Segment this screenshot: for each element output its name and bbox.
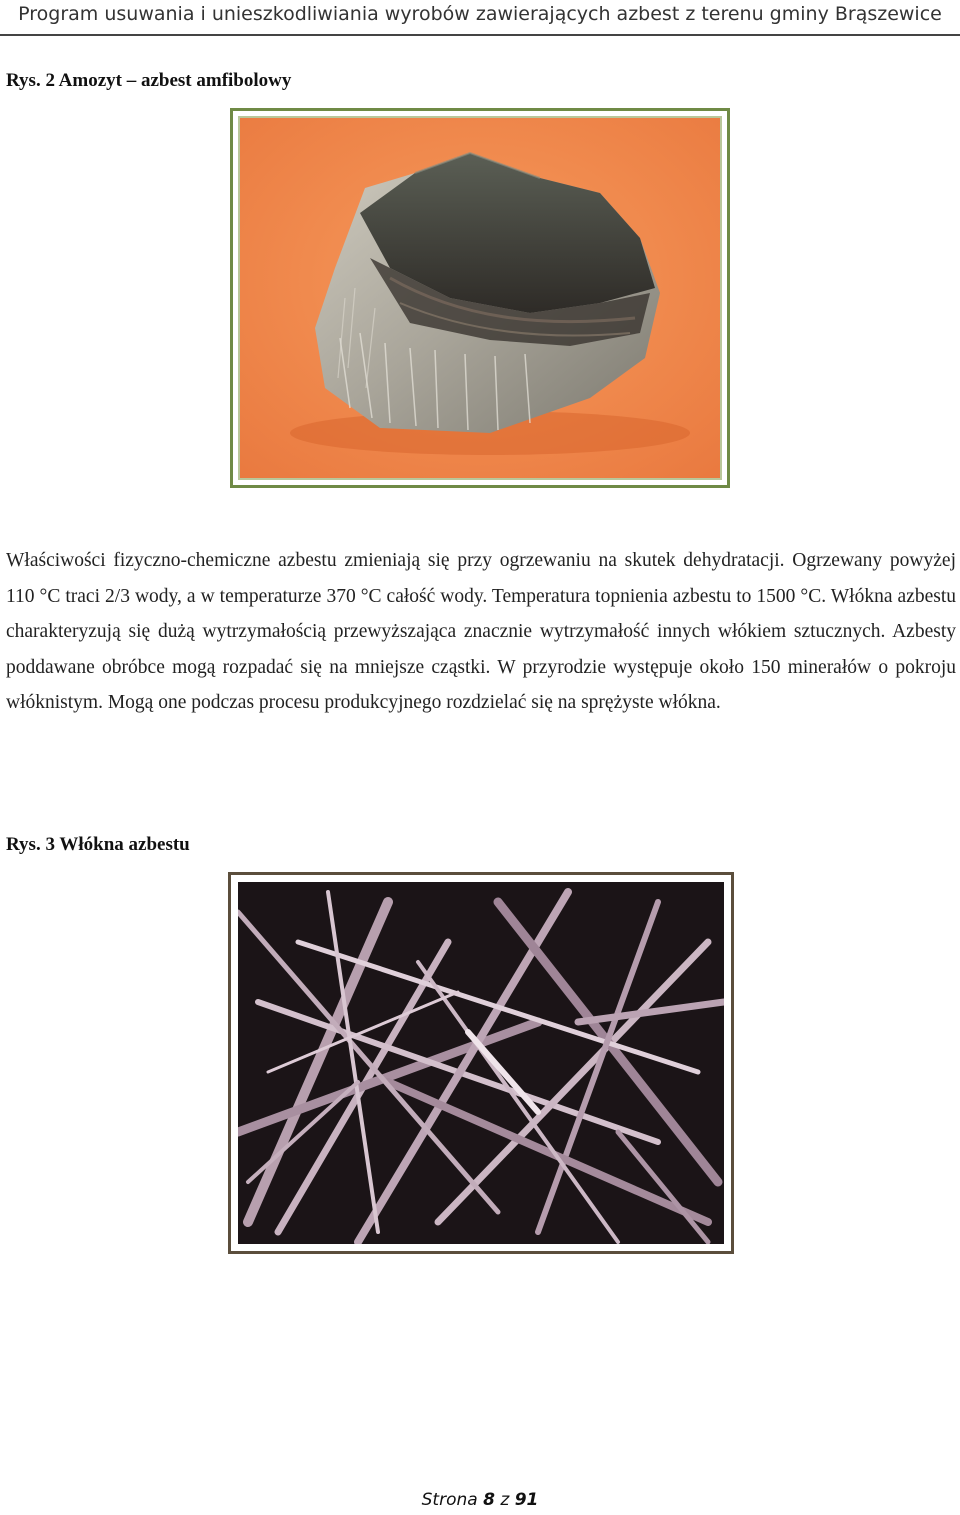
amosite-rock-image [240, 118, 720, 478]
footer-total-pages: 91 [514, 1490, 539, 1510]
footer-separator: z [500, 1490, 510, 1510]
figure-3-caption: Rys. 3 Włókna azbestu [6, 834, 190, 855]
fibers-photo-frame [228, 872, 734, 1254]
body-paragraph: Właściwości fizyczno-chemiczne azbestu zmieniają się przy ogrzewaniu na skutek dehydratacji. Ogrzewany powyżej 110 °C traci 2/3 wody, a w temperaturze 370 °C całość wody. Temperatura topnienia azbestu to 1500 °C. Włókna azbestu charakteryzują się dużą wytrzymałością przewyższająca znacznie wytrzymałość innych włókiem sztucznych. Azbesty poddawane obróbce mogą rozpadać się na mniejsze cząstki. W przyrodzie występuje około 150 minerałów o pokroju włóknistym. Mogą one podczas procesu produkcyjnego rozdzielać się na sprężyste włókna. [6, 550, 956, 714]
footer-prefix: Strona [421, 1490, 478, 1510]
asbestos-fibers-image [238, 882, 724, 1244]
figure-2-caption: Rys. 2 Amozyt – azbest amfibolowy [6, 70, 292, 91]
header-rule [0, 34, 960, 36]
page-footer [0, 1490, 960, 1510]
footer-page-number: 8 [483, 1490, 495, 1510]
amosite-photo-frame [230, 108, 730, 488]
running-header: Program usuwania i unieszkodliwiania wyrobów zawierających azbest z terenu gminy Brąszewice [18, 3, 942, 25]
